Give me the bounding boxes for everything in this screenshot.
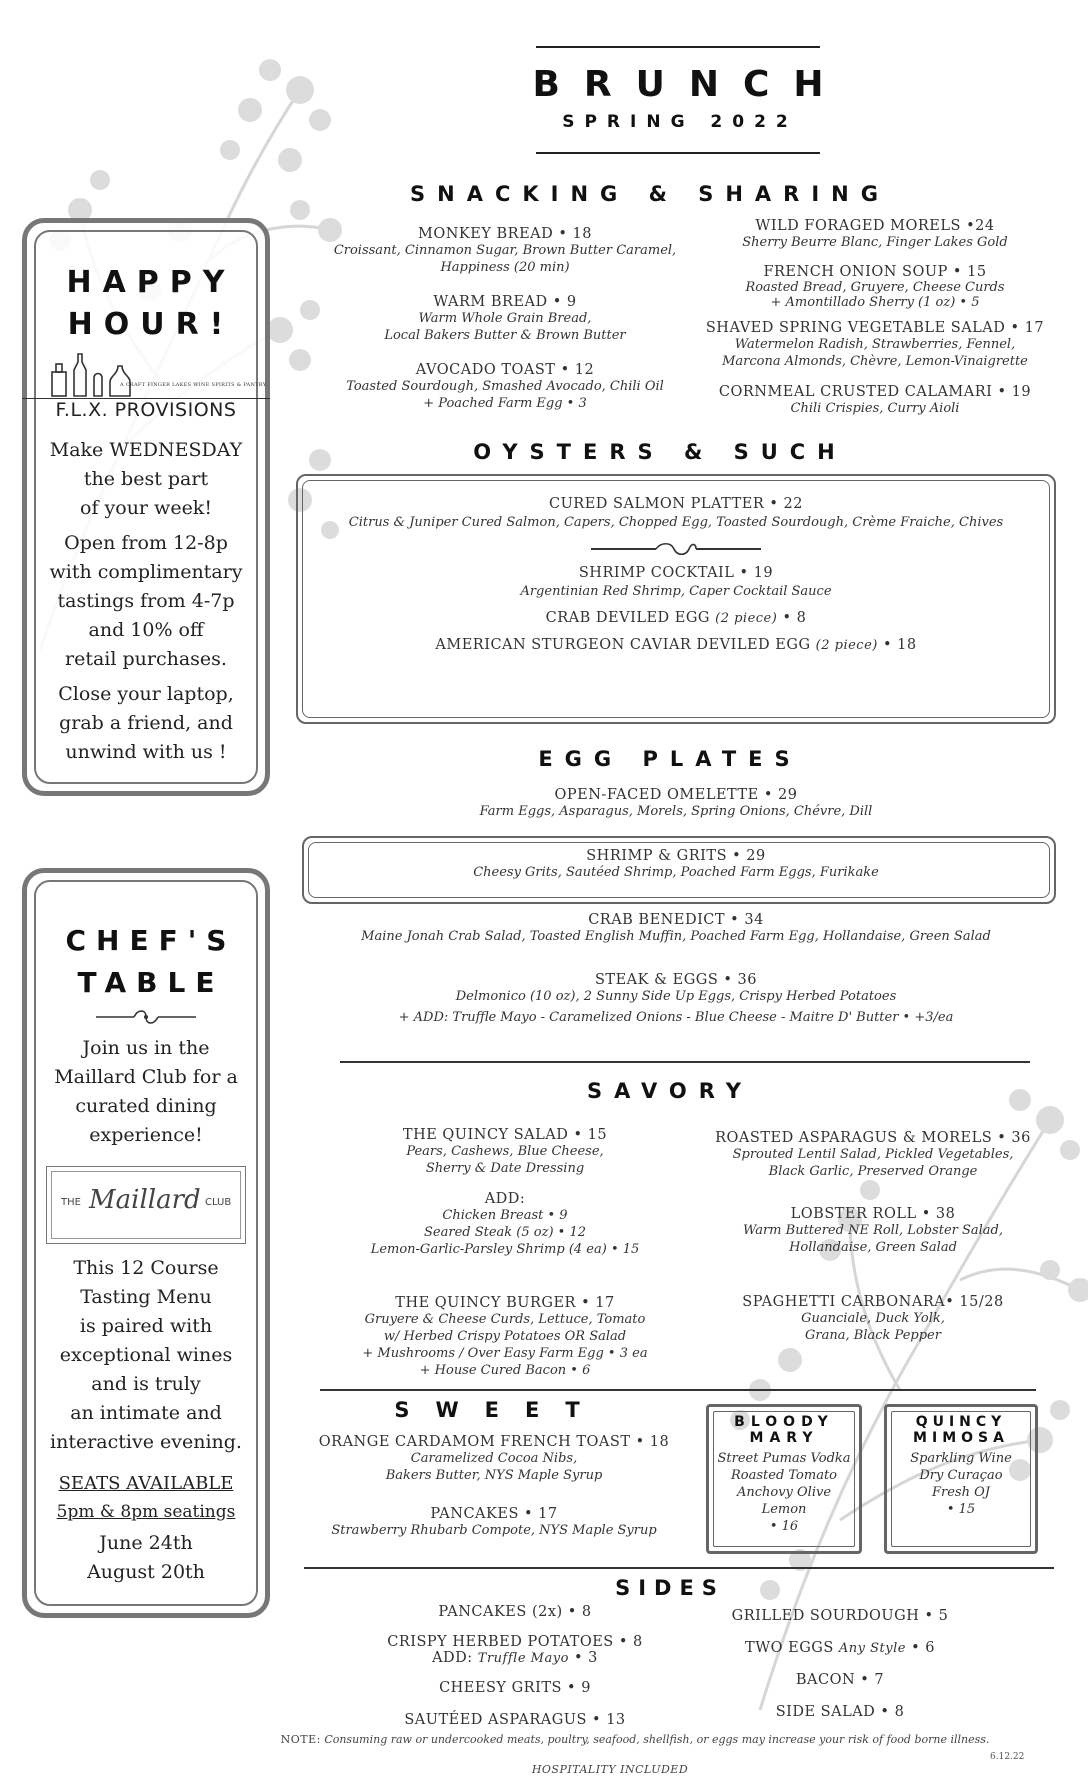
logo-the: THE [61, 1197, 81, 1208]
item-desc: Citrus & Juniper Cured Salmon, Capers, Chopped Egg, Toasted Sourdough, Crème Fraiche, Chives [348, 515, 1004, 530]
side-item: CRISPY HERBED POTATOES • 8 [387, 1634, 643, 1650]
item-desc: Chicken Breast • 9 [442, 1208, 568, 1223]
text-line: with complimentary [49, 561, 243, 583]
text-line: grab a friend, and [59, 712, 233, 734]
divider-rule [340, 1061, 1030, 1063]
item-name: ROASTED ASPARAGUS & MORELS • 36 [715, 1130, 1031, 1146]
side-add-on [350, 1650, 680, 1680]
divider-rule [304, 1567, 1054, 1569]
happy-hour-title: HOUR! [67, 307, 235, 342]
item-piece: (2 piece) [815, 638, 878, 653]
side-item: PANCAKES (2x) • 8 [438, 1604, 592, 1620]
text-line: is paired with [79, 1315, 213, 1337]
text-line: the best part [83, 468, 209, 490]
item-name: ADD: [484, 1191, 526, 1207]
menu-item [318, 226, 692, 294]
add-item: Truffle Mayo [477, 1651, 569, 1666]
section-heading-savory: SAVORY [587, 1079, 753, 1103]
side-item-price: • 6 [911, 1640, 935, 1656]
item-desc: Grana, Black Pepper [805, 1328, 941, 1343]
menu-item [688, 1294, 1058, 1344]
menu-item [300, 610, 1052, 627]
side-item: SIDE SALAD • 8 [775, 1704, 905, 1720]
sweet-items [304, 1434, 684, 1539]
title-rule-bottom [536, 152, 820, 154]
oysters-items [300, 496, 1052, 654]
item-desc: Gruyere & Cheese Curds, Lettuce, Tomato [364, 1312, 646, 1327]
item-name: CURED SALMON PLATTER • 22 [548, 496, 803, 512]
maillard-club-logo [46, 1166, 246, 1244]
drink-line: Fresh OJ [932, 1485, 990, 1500]
item-name: OPEN-FACED OMELETTE • 29 [554, 787, 798, 803]
item-name: WILD FORAGED MORELS •24 [755, 218, 995, 234]
text-line: and 10% off [88, 619, 204, 641]
item-desc: w/ Herbed Crispy Potatoes OR Salad [383, 1329, 627, 1344]
item-desc: Lemon-Garlic-Parsley Shrimp (4 ea) • 15 [370, 1242, 640, 1257]
item-desc: Maine Jonah Crab Salad, Toasted English Muffin, Poached Farm Egg, Hollandaise, Green Salad [361, 929, 991, 944]
text-line: an intimate and [70, 1402, 222, 1424]
item-desc: + House Cured Bacon • 6 [419, 1363, 591, 1378]
page-subtitle: SPRING 2022 [562, 112, 798, 132]
item-desc: Black Garlic, Preserved Orange [768, 1164, 978, 1179]
item-desc: Sherry & Date Dressing [425, 1161, 585, 1176]
menu-item [300, 912, 1052, 945]
item-name: AVOCADO TOAST • 12 [415, 362, 595, 378]
item-desc: Pears, Cashews, Blue Cheese, [406, 1144, 604, 1159]
section-heading-egg-plates: EGG PLATES [538, 747, 802, 771]
page-title: BRUNCH [532, 64, 848, 105]
item-desc: Seared Steak (5 oz) • 12 [424, 1225, 586, 1240]
flx-provisions-logo [22, 352, 270, 424]
side-item-style: Any Style [838, 1641, 906, 1656]
text-line: unwind with us ! [65, 741, 227, 763]
text-line: experience! [89, 1124, 203, 1146]
footer-note [250, 1733, 1020, 1746]
menu-item [304, 1434, 684, 1506]
side-item-name: TWO EGGS [745, 1640, 834, 1656]
snacking-left-column [318, 226, 692, 412]
note-text: Consuming raw or undercooked meats, poultry, seafood, shellfish, or eggs may increase your risk of food borne illness. [324, 1733, 990, 1746]
event-date: August 20th [87, 1561, 205, 1583]
chefs-table-intro [22, 1034, 270, 1150]
item-name: CORNMEAL CRUSTED CALAMARI • 19 [718, 384, 1032, 400]
chefs-table-content [22, 920, 270, 1587]
menu-item [300, 848, 1052, 881]
item-name: CRAB DEVILED EGG [545, 610, 711, 626]
side-item: SAUTÉED ASPARAGUS • 13 [404, 1712, 626, 1728]
drink-line: Anchovy Olive [736, 1485, 832, 1500]
logo-name: F.L.X. PROVISIONS [22, 398, 270, 421]
item-desc: Hollandaise, Green Salad [789, 1240, 957, 1255]
section-heading-sides: SIDES [615, 1576, 725, 1600]
menu-item [318, 362, 692, 412]
item-add-on: + ADD: Truffle Mayo - Caramelized Onions - Blue Cheese - Maitre D' Butter • +3/ea [398, 1010, 954, 1025]
snacking-right-column [690, 218, 1060, 417]
menu-item [330, 1127, 680, 1191]
menu-item [300, 972, 1052, 1026]
item-desc: Bakers Butter, NYS Maple Syrup [385, 1468, 603, 1483]
drink-line: Lemon [761, 1502, 807, 1517]
item-name: SHRIMP & GRITS • 29 [586, 848, 766, 864]
flourish-divider [586, 539, 766, 559]
item-desc: Sherry Beurre Blanc, Finger Lakes Gold [742, 235, 1008, 250]
item-desc: Toasted Sourdough, Smashed Avocado, Chili Oil [346, 379, 664, 394]
item-desc: Local Bakers Butter & Brown Butter [384, 328, 626, 343]
section-heading-oysters: OYSTERS & SUCH [473, 440, 847, 464]
event-date: June 24th [99, 1532, 193, 1554]
drink-line: Sparkling Wine [910, 1451, 1012, 1466]
item-name: PANCAKES • 17 [430, 1506, 558, 1522]
text-line: Make WEDNESDAY [49, 439, 243, 461]
section-heading-sweet: SWEET [394, 1398, 606, 1422]
happy-hour-text [22, 436, 270, 767]
item-desc: Warm Buttered NE Roll, Lobster Salad, [742, 1223, 1003, 1238]
item-desc: Guanciale, Duck Yolk, [801, 1311, 945, 1326]
item-desc: Strawberry Rhubarb Compote, NYS Maple Syrup [331, 1523, 657, 1538]
item-desc: Caramelized Cocoa Nibs, [410, 1451, 578, 1466]
logo-maillard: Maillard [89, 1185, 201, 1215]
item-name: THE QUINCY SALAD • 15 [402, 1127, 608, 1143]
item-name: FRENCH ONION SOUP • 15 [763, 264, 987, 280]
menu-item [690, 264, 1060, 320]
item-desc: Sprouted Lentil Salad, Pickled Vegetables, [732, 1147, 1014, 1162]
item-desc: Croissant, Cinnamon Sugar, Brown Butter Caramel, [333, 243, 677, 258]
menu-date: 6.12.22 [990, 1752, 1025, 1762]
text-line: Close your laptop, [58, 683, 234, 705]
logo-tagline: A CRAFT FINGER LAKES WINE SPIRITS & PANTRY [120, 382, 267, 388]
item-desc: Cheesy Grits, Sautéed Shrimp, Poached Farm Eggs, Furikake [473, 865, 879, 880]
item-desc: Farm Eggs, Asparagus, Morels, Spring Onions, Chévre, Dill [479, 804, 873, 819]
sides-right-column [690, 1608, 990, 1720]
drink-line: Dry Curaçao [919, 1468, 1003, 1483]
chefs-table-body [22, 1254, 270, 1457]
item-desc: Argentinian Red Shrimp, Caper Cocktail Sauce [520, 584, 832, 599]
seats-available: SEATS AVAILABLE [58, 1473, 234, 1494]
text-line: and is truly [91, 1373, 201, 1395]
section-heading-snacking: SNACKING & SHARING [410, 182, 890, 206]
side-item [690, 1640, 990, 1672]
text-line: Tasting Menu [80, 1286, 212, 1308]
item-desc: Chili Crispies, Curry Aioli [790, 401, 960, 416]
hospitality-included: HOSPITALITY INCLUDED [531, 1763, 689, 1776]
menu-item [318, 294, 692, 362]
text-line: Maillard Club for a [54, 1066, 238, 1088]
text-line: Open from 12-8p [64, 532, 228, 554]
menu-item [690, 218, 1060, 264]
add-price: • 3 [574, 1650, 598, 1666]
side-item: BACON • 7 [795, 1672, 885, 1688]
divider-rule [320, 1389, 1036, 1391]
drink-price: • 15 [946, 1502, 976, 1517]
seatings: 5pm & 8pm seatings [56, 1502, 236, 1522]
savory-right-column [688, 1130, 1058, 1344]
quincy-mimosa-content [884, 1414, 1038, 1518]
happy-hour-title: HAPPY [66, 265, 236, 300]
text-line: curated dining [75, 1095, 217, 1117]
bottles-icon [48, 352, 138, 398]
item-name: ORANGE CARDAMOM FRENCH TOAST • 18 [318, 1434, 670, 1450]
side-item: GRILLED SOURDOUGH • 5 [731, 1608, 949, 1624]
item-desc: Marcona Almonds, Chèvre, Lemon-Vinaigrette [722, 354, 1028, 369]
menu-item [304, 1506, 684, 1539]
item-desc: Watermelon Radish, Strawberries, Fennel, [734, 337, 1016, 352]
drink-title: MIMOSA [913, 1430, 1009, 1446]
text-line: This 12 Course [73, 1257, 219, 1279]
text-line: interactive evening. [50, 1431, 242, 1453]
item-price: • 18 [882, 637, 917, 653]
menu-item [688, 1206, 1058, 1294]
drink-price: • 16 [769, 1519, 799, 1534]
item-name: SHAVED SPRING VEGETABLE SALAD • 17 [705, 320, 1045, 336]
menu-item [300, 637, 1052, 654]
item-name: THE QUINCY BURGER • 17 [395, 1295, 615, 1311]
menu-item [690, 384, 1060, 417]
item-name: WARM BREAD • 9 [433, 294, 577, 310]
bloody-mary-content [706, 1414, 862, 1535]
text-line: exceptional wines [59, 1344, 233, 1366]
item-desc: Roasted Bread, Gruyere, Cheese Curds [745, 280, 1005, 295]
add-label: ADD: [432, 1650, 473, 1666]
note-label: NOTE: [280, 1733, 321, 1746]
item-desc: Warm Whole Grain Bread, [418, 311, 592, 326]
text-line: of your week! [80, 497, 212, 519]
item-desc: + Amontillado Sherry (1 oz) • 5 [770, 295, 980, 310]
menu-item [300, 787, 1052, 820]
item-desc: + Mushrooms / Over Easy Farm Egg • 3 ea [362, 1346, 648, 1361]
item-name: SHRIMP COCKTAIL • 19 [578, 565, 774, 581]
text-line: tastings from 4-7p [57, 590, 235, 612]
drink-title: MARY [749, 1430, 819, 1446]
item-name: CRAB BENEDICT • 34 [588, 912, 764, 928]
text-line: retail purchases. [65, 648, 227, 670]
item-name: STEAK & EGGS • 36 [594, 972, 758, 988]
menu-item [690, 320, 1060, 384]
drink-title: BLOODY [734, 1414, 834, 1430]
item-desc: Happiness (20 min) [440, 260, 570, 275]
item-name: LOBSTER ROLL • 38 [790, 1206, 956, 1222]
item-price: • 8 [782, 610, 807, 626]
chefs-table-title: CHEF'S [65, 924, 237, 957]
item-name: AMERICAN STURGEON CAVIAR DEVILED EGG [435, 637, 811, 653]
sides-left-column [350, 1604, 680, 1728]
happy-hour-content [22, 262, 270, 767]
drink-line: Street Pumas Vodka [717, 1451, 851, 1466]
side-item: CHEESY GRITS • 9 [439, 1680, 591, 1696]
savory-left-column [330, 1127, 680, 1379]
menu-item [688, 1130, 1058, 1206]
add-ons [330, 1191, 680, 1295]
item-desc: + Poached Farm Egg • 3 [423, 396, 587, 411]
flourish-icon [86, 1006, 206, 1028]
logo-club: CLUB [205, 1197, 232, 1208]
menu-item [330, 1295, 680, 1379]
item-name: MONKEY BREAD • 18 [418, 226, 592, 242]
item-desc: Delmonico (10 oz), 2 Sunny Side Up Eggs, Crispy Herbed Potatoes [455, 989, 897, 1004]
text-line: Join us in the [82, 1037, 210, 1059]
drink-title: QUINCY [915, 1414, 1007, 1430]
drink-line: Roasted Tomato [730, 1468, 838, 1483]
title-rule-top [536, 46, 820, 48]
item-name: SPAGHETTI CARBONARA• 15/28 [742, 1294, 1004, 1310]
item-piece: (2 piece) [715, 611, 778, 626]
chefs-table-title: TABLE [77, 966, 225, 999]
